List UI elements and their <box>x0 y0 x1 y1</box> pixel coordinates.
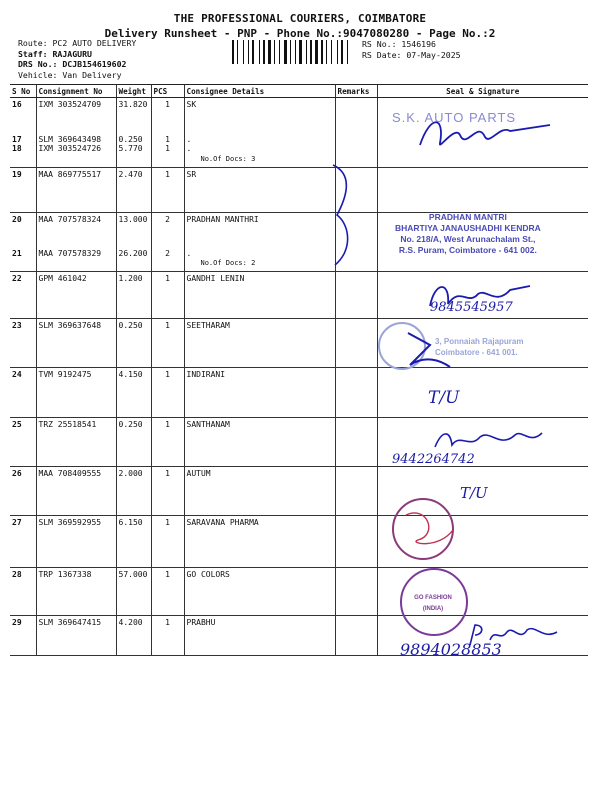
table-row <box>10 368 588 418</box>
barcode-bar <box>235 40 236 64</box>
barcode-bar <box>324 40 325 64</box>
barcode-bar <box>261 40 262 64</box>
barcode-bar <box>245 40 247 64</box>
sk-auto-parts-stamp: S.K. AUTO PARTS <box>392 110 517 125</box>
signature-santhanam <box>430 425 550 455</box>
consignment-cell: TVM 9192475 <box>36 368 116 418</box>
barcode-bar <box>239 40 242 64</box>
pcs-cell: 1 <box>151 319 184 368</box>
barcode-bar <box>243 40 244 64</box>
rs-number: RS No.: 1546196 <box>362 39 436 49</box>
pcs-cell: 1 <box>151 616 184 656</box>
consignment-cell: MAA 707578324 MAA 707578329 <box>36 213 116 272</box>
consignment-cell: SLM 369592955 <box>36 516 116 568</box>
vehicle-label: Vehicle: Van Delivery <box>18 69 122 80</box>
seal-cell <box>377 368 588 418</box>
barcode-bar <box>347 40 348 64</box>
barcode-bar <box>281 40 283 64</box>
barcode-bar <box>299 40 302 64</box>
barcode-bar <box>344 40 346 64</box>
weight-cell: 4.200 <box>116 616 151 656</box>
consignment-cell: SLM 369637648 <box>36 319 116 368</box>
barcode-bar <box>292 40 294 64</box>
barcode-bar <box>331 40 332 64</box>
barcode-bar <box>252 40 254 64</box>
runsheet-subtitle: Delivery Runsheet - PNP - Phone No.:9047080280 - Page No.:2 <box>104 27 496 40</box>
company-title: THE PROFESSIONAL COURIERS, COIMBATORE <box>173 12 427 25</box>
handwritten-tu: T/U <box>460 484 488 502</box>
barcode-bar <box>276 40 278 64</box>
barcode-bar <box>259 40 260 64</box>
barcode-bar <box>321 40 323 64</box>
barcode-bar <box>290 40 291 64</box>
table-header-row <box>10 85 588 98</box>
consignee-cell: AUTUM <box>184 467 335 516</box>
handwritten-phone: 9894028853 <box>400 640 502 659</box>
pradhan-mantri-stamp <box>395 212 541 256</box>
col-header-sno: S No <box>10 85 36 98</box>
barcode-bar <box>341 40 343 64</box>
pcs-cell: 1 <box>151 272 184 319</box>
pcs-cell: 1 <box>151 568 184 616</box>
stamp-line: BHARTIYA JANAUSHADHI KENDRA <box>395 223 541 233</box>
handwritten-phone: 9442264742 <box>392 452 475 467</box>
pcs-cell: 1 <box>151 516 184 568</box>
weight-cell: 1.200 <box>116 272 151 319</box>
pcs-cell: 1 <box>151 168 184 213</box>
remarks-cell <box>335 467 377 516</box>
weight-cell: 2.000 <box>116 467 151 516</box>
header-left-block <box>18 38 136 80</box>
barcode-bar <box>328 40 330 64</box>
docs-count-note: No.Of Docs: 3 <box>200 155 256 163</box>
table-row <box>10 516 588 568</box>
barcode-bar <box>295 40 296 64</box>
weight-cell: 0.250 <box>116 418 151 467</box>
table-row <box>10 168 588 213</box>
consignee-cell: SANTHANAM <box>184 418 335 467</box>
consignee-cell: SEETHARAM <box>184 319 335 368</box>
barcode-bar <box>308 40 309 64</box>
remarks-cell <box>335 368 377 418</box>
barcode-bar <box>339 40 340 64</box>
seal-cell <box>377 168 588 213</box>
weight-cell: 6.150 <box>116 516 151 568</box>
pcs-cell: 1 <box>151 467 184 516</box>
consignment-cell: TRZ 25518541 <box>36 418 116 467</box>
sno-cell: 23 <box>10 319 36 368</box>
signature-sk <box>400 105 560 160</box>
consignment-cell: SLM 369647415 <box>36 616 116 656</box>
consignment-cell: GPM 461042 <box>36 272 116 319</box>
barcode-bar <box>319 40 320 64</box>
remarks-cell <box>335 98 377 168</box>
weight-cell: 4.150 <box>116 368 151 418</box>
weight-cell: 57.000 <box>116 568 151 616</box>
weight-cell: 31.820 0.250 5.770 <box>116 98 151 168</box>
remarks-cell <box>335 568 377 616</box>
col-header-remarks: Remarks <box>335 85 377 98</box>
sno-cell: 28 <box>10 568 36 616</box>
docs-count-note: No.Of Docs: 2 <box>200 259 256 267</box>
barcode-bar <box>303 40 305 64</box>
barcode-bar <box>248 40 249 64</box>
consignment-cell: TRP 1367338 <box>36 568 116 616</box>
barcode-bar <box>237 40 238 64</box>
table-row <box>10 568 588 616</box>
handwritten-phone: 9845545957 <box>430 300 513 315</box>
weight-cell: 2.470 <box>116 168 151 213</box>
sno-cell: 22 <box>10 272 36 319</box>
consignee-cell: GANDHI LENIN <box>184 272 335 319</box>
barcode-bar <box>326 40 327 64</box>
sno-cell: 29 <box>10 616 36 656</box>
barcode-bar <box>288 40 289 64</box>
signature-seetharam <box>400 325 460 375</box>
barcode-bar <box>272 40 273 64</box>
barcode-bar <box>274 40 275 64</box>
col-header-consignment: Consignment No <box>36 85 116 98</box>
remarks-cell <box>335 516 377 568</box>
barcode-bar <box>333 40 336 64</box>
remarks-cell <box>335 319 377 368</box>
weight-cell: 0.250 <box>116 319 151 368</box>
sno-cell: 25 <box>10 418 36 467</box>
consignee-cell: SARAVANA PHARMA <box>184 516 335 568</box>
barcode-bar <box>310 40 312 64</box>
stamp-line: No. 218/A, West Arunachalam St., <box>400 234 536 244</box>
stamp-line: PRADHAN MANTRI <box>428 212 507 222</box>
barcode-bar <box>268 40 271 64</box>
barcode-bar <box>297 40 298 64</box>
barcode-bar <box>263 40 265 64</box>
handwritten-tu: T/U <box>428 388 460 408</box>
consignment-cell: MAA 869775517 <box>36 168 116 213</box>
sno-cell: 26 <box>10 467 36 516</box>
barcode-bar <box>266 40 267 64</box>
consignee-cell: PRABHU <box>184 616 335 656</box>
consignee-cell: SK . . No.Of Docs: 3 <box>184 98 335 168</box>
seetharam-stamp-address: 3, Ponnaiah Rajapuram Coimbatore - 641 001. <box>435 337 524 357</box>
remarks-cell <box>335 272 377 319</box>
sno-cell: 24 <box>10 368 36 418</box>
barcode-bar <box>313 40 314 64</box>
runsheet-table <box>10 84 588 656</box>
pcs-cell: 1 1 1 <box>151 98 184 168</box>
sno-cell: 19 <box>10 168 36 213</box>
header-right-block <box>362 39 461 60</box>
barcode-bar <box>250 40 251 64</box>
sno-cell: 27 <box>10 516 36 568</box>
barcode-bar <box>284 40 287 64</box>
staff-label: Staff: RAJAGURU <box>18 48 92 59</box>
signature-saravana <box>398 505 458 555</box>
sno-cell: 16 17 18 <box>10 98 36 168</box>
sno-cell: 20 21 <box>10 213 36 272</box>
go-colors-seal-text: GO FASHION (INDIA) <box>414 595 452 612</box>
bracket-mark <box>325 160 365 270</box>
col-header-seal: Seal & Signature <box>377 85 588 98</box>
pcs-cell: 1 <box>151 368 184 418</box>
barcode <box>232 40 354 64</box>
barcode-bar <box>279 40 280 64</box>
table-row <box>10 467 588 516</box>
consignee-cell: INDIRANI <box>184 368 335 418</box>
barcode-bar <box>315 40 318 64</box>
barcode-bar <box>255 40 258 64</box>
barcode-bar <box>306 40 307 64</box>
consignee-cell: SR <box>184 168 335 213</box>
consignee-cell: GO COLORS <box>184 568 335 616</box>
col-header-weight: Weight <box>116 85 151 98</box>
consignment-cell: MAA 708409555 <box>36 467 116 516</box>
drs-label: DRS No.: DCJB154619602 <box>18 59 127 69</box>
col-header-pcs: PCS <box>151 85 184 98</box>
pcs-cell: 2 2 <box>151 213 184 272</box>
consignment-cell: IXM 303524709 SLM 369643498 IXM 303524726 <box>36 98 116 168</box>
barcode-bar <box>232 40 234 64</box>
remarks-cell <box>335 616 377 656</box>
consignee-cell: PRADHAN MANTHRI . No.Of Docs: 2 <box>184 213 335 272</box>
stamp-line: R.S. Puram, Coimbatore - 641 002. <box>398 245 537 255</box>
weight-cell: 13.000 26.200 <box>116 213 151 272</box>
rs-date: RS Date: 07-May-2025 <box>362 49 461 60</box>
remarks-cell <box>335 418 377 467</box>
barcode-bar <box>337 40 338 64</box>
route-label: Route: PC2 AUTO DELIVERY <box>18 38 137 48</box>
col-header-consignee: Consignee Details <box>184 85 335 98</box>
pcs-cell: 1 <box>151 418 184 467</box>
